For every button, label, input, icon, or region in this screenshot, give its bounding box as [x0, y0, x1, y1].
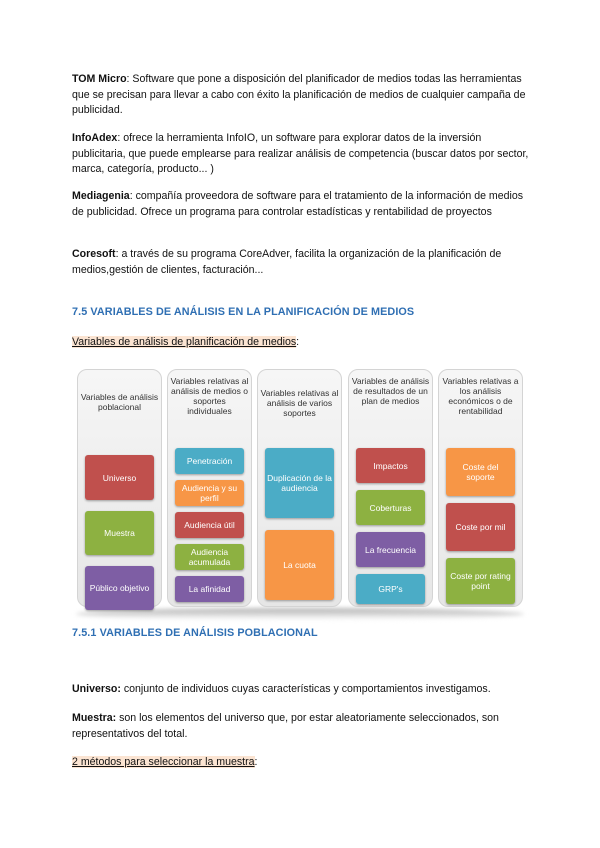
column-title: Variables de análisis de resultados de un plan de medios [351, 376, 430, 406]
column-title: Variables relativas al análisis de varios soportes [260, 388, 339, 418]
box-coste-por-mil: Coste por mil [446, 503, 515, 551]
box-frecuencia: La frecuencia [356, 532, 425, 567]
definition-universo [72, 682, 532, 698]
column-poblacional [77, 369, 162, 607]
methods-caption [72, 755, 532, 771]
column-resultados-plan [348, 369, 433, 607]
box-audiencia-util: Audiencia útil [175, 512, 244, 538]
text-coresoft: : a través de su programa CoreAdver, facilita la organización de la planificación de medios,gestión de clientes, facturación... [72, 248, 502, 276]
variables-caption [72, 335, 532, 351]
paragraph-tom-micro [72, 72, 532, 119]
box-penetracion: Penetración [175, 448, 244, 474]
term-muestra: Muestra: [72, 712, 117, 724]
paragraph-coresoft [72, 247, 532, 278]
column-title: Variables relativas a los análisis económicos o de rentabilidad [442, 376, 519, 416]
column-title: Variables relativas al análisis de medios o soportes individuales [170, 376, 249, 416]
methods-colon: : [254, 756, 258, 768]
box-audiencia-acumulada: Audiencia acumulada [175, 544, 244, 570]
variables-label: Variables de análisis de planificación de medios [72, 336, 297, 348]
box-impactos: Impactos [356, 448, 425, 483]
term-infoadex: InfoAdex [72, 132, 118, 144]
box-coste-rating-point: Coste por rating point [446, 558, 515, 604]
methods-label: 2 métodos para seleccionar la muestra [72, 756, 255, 768]
box-duplicacion: Duplicación de la audiencia [265, 448, 334, 518]
column-title: Variables de análisis poblacional [80, 392, 159, 412]
term-coresoft: Coresoft [72, 248, 116, 260]
text-muestra: son los elementos del universo que, por estar aleatoriamente seleccionados, son representativos del total. [72, 712, 499, 740]
box-publico-objetivo: Público objetivo [85, 566, 154, 610]
column-soportes-individuales [167, 369, 252, 607]
box-muestra: Muestra [85, 511, 154, 555]
term-universo: Universo: [72, 683, 121, 695]
box-cuota: La cuota [265, 530, 334, 600]
section-heading: 7.5 VARIABLES DE ANÁLISIS EN LA PLANIFICACIÓN DE MEDIOS [72, 306, 415, 318]
box-universo: Universo [85, 455, 154, 500]
text-mediagenia: : compañía proveedora de software para el tratamiento de la información de medios de publicidad. Ofrece un programa para controlar estadísticas y rentabilidad de proyectos [72, 190, 524, 218]
column-varios-soportes [257, 369, 342, 607]
box-grps: GRP's [356, 574, 425, 604]
subsection-heading: 7.5.1 VARIABLES DE ANÁLISIS POBLACIONAL [72, 627, 318, 639]
variables-diagram [72, 359, 528, 614]
column-rentabilidad [438, 369, 523, 607]
text-infoadex: : ofrece la herramienta InfoIO, un software para explorar datos de la inversión publicitaria, que puede emplearse para realizar análisis de competencia (buscar datos por sector, marca, categoría, producto... ) [72, 132, 529, 176]
box-coste-soporte: Coste del soporte [446, 448, 515, 496]
text-universo: conjunto de individuos cuyas características y comportamientos investigamos. [120, 683, 491, 695]
paragraph-mediagenia [72, 189, 532, 220]
text-tom-micro: : Software que pone a disposición del planificador de medios todas las herramientas que se precisan para llevar a cabo con éxito la planificación de medios de cualquier campaña de publicidad. [72, 73, 526, 117]
variables-colon: : [296, 336, 300, 348]
term-tom-micro: TOM Micro [72, 73, 127, 85]
paragraph-infoadex [72, 131, 532, 178]
definition-muestra [72, 711, 532, 742]
term-mediagenia: Mediagenia [72, 190, 130, 202]
box-coberturas: Coberturas [356, 490, 425, 525]
box-audiencia-perfil: Audiencia y su perfil [175, 480, 244, 506]
box-afinidad: La afinidad [175, 576, 244, 602]
